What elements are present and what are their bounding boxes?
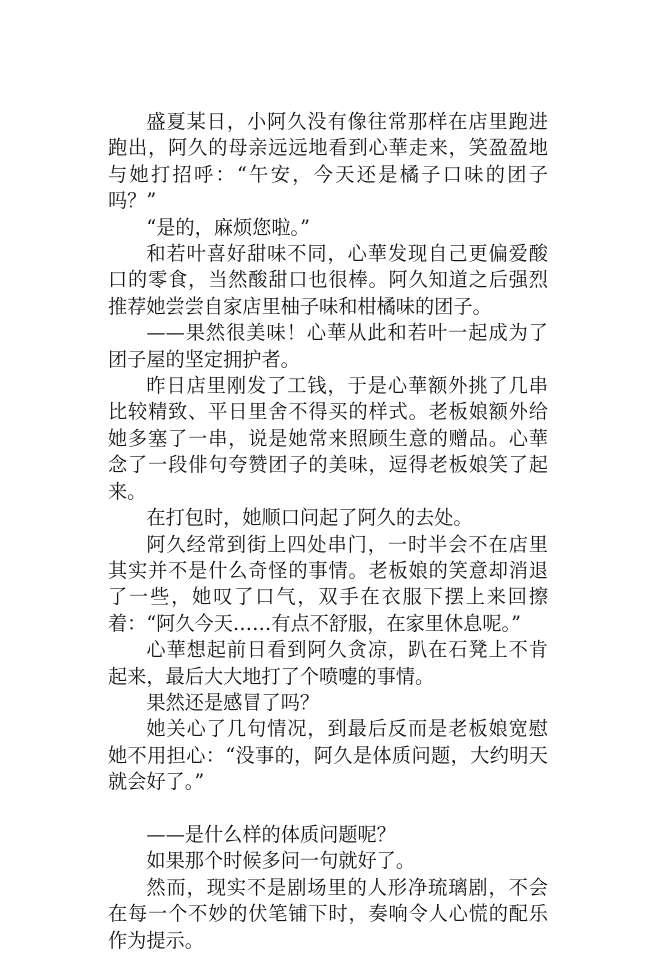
paragraph: ——果然很美味！心華从此和若叶一起成为了团子屋的坚定拥护者。 xyxy=(108,321,548,371)
paragraph: 昨日店里刚发了工钱，于是心華额外挑了几串比较精致、平日里舍不得买的样式。老板娘额外给她多塞了一串，说是她常来照顾生意的赠品。心華念了一段俳句夸赞团子的美味，逗得老板娘笑了起来。 xyxy=(108,374,548,503)
paragraph: 心華想起前日看到阿久贪凉，趴在石凳上不肯起来，最后大大地打了个喷嚏的事情。 xyxy=(108,638,548,688)
paragraph: 阿久经常到街上四处串门，一时半会不在店里其实并不是什么奇怪的事情。老板娘的笑意却消退了一些，她叹了口气，双手在衣服下摆上来回擦着：“阿久今天……有点不舒服，在家里休息呢。” xyxy=(108,532,548,635)
paragraph: 她关心了几句情况，到最后反而是老板娘宽慰她不用担心：“没事的，阿久是体质问题，大约明天就会好了。” xyxy=(108,717,548,794)
paragraph: 盛夏某日，小阿久没有像往常那样在店里跑进跑出，阿久的母亲远远地看到心華走来，笑盈盈地与她打招呼：“午安，今天还是橘子口味的团子吗？” xyxy=(108,110,548,213)
paragraph: 如果那个时候多问一句就好了。 xyxy=(146,849,416,873)
paragraph: 在打包时，她顺口问起了阿久的去处。 xyxy=(146,506,473,530)
paragraph: 然而，现实不是剧场里的人形净琉璃剧，不会在每一个不妙的伏笔铺下时，奏响令人心慌的配乐作为提示。 xyxy=(108,875,548,952)
body-text xyxy=(108,109,548,954)
paragraph: “是的，麻烦您啦。” xyxy=(146,215,310,239)
paragraph: ——是什么样的体质问题呢？ xyxy=(146,822,396,846)
paragraph: 果然还是感冒了吗？ xyxy=(146,690,320,714)
paragraph: 和若叶喜好甜味不同，心華发现自己更偏爱酸口的零食，当然酸甜口也很棒。阿久知道之后强烈推荐她尝尝自家店里柚子味和柑橘味的团子。 xyxy=(108,242,548,318)
